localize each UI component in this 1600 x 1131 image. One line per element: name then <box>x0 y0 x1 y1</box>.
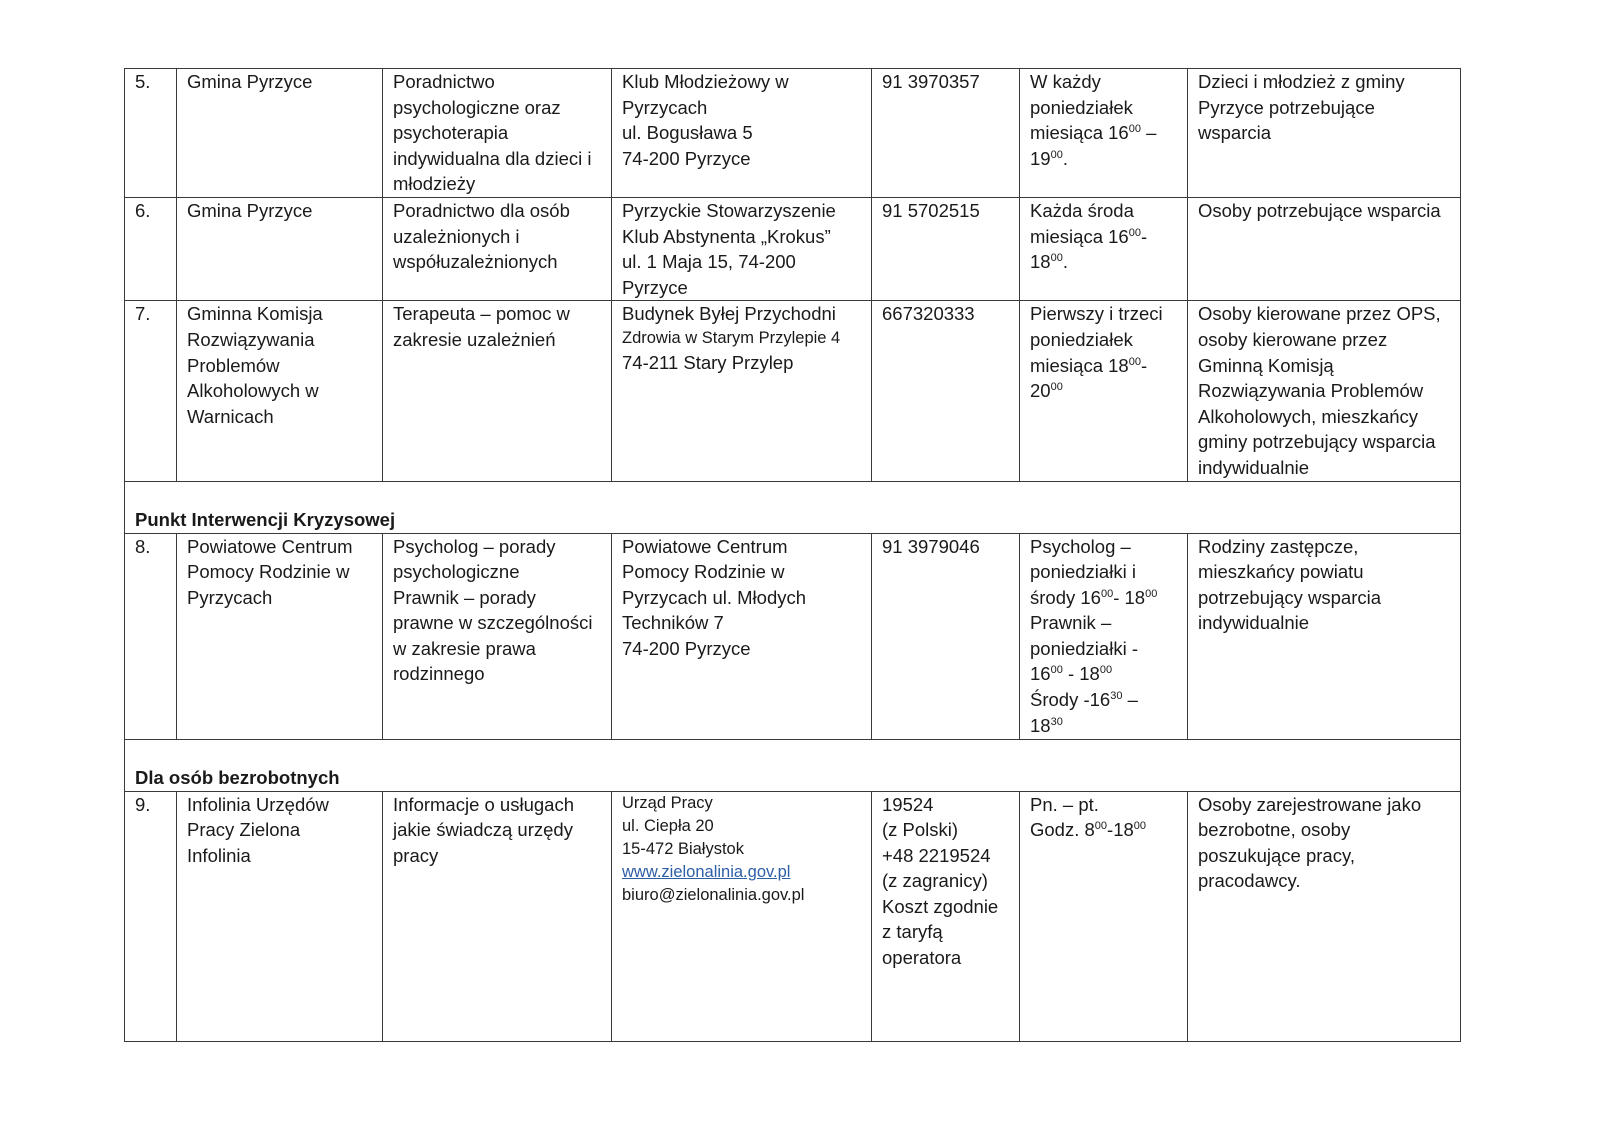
phone-cell: 667320333 <box>872 301 1020 481</box>
section-header-row <box>125 739 1461 791</box>
table-row <box>125 197 1461 300</box>
table-row <box>125 533 1461 739</box>
organization-cell: Gminna Komisja Rozwiązywania Problemów Alkoholowych w Warnicach <box>177 301 383 481</box>
organization-cell: Infolinia Urzędów Pracy Zielona Infolinia <box>177 791 383 1041</box>
website-link[interactable]: www.zielonalinia.gov.pl <box>622 862 791 881</box>
phone-cell: 91 3979046 <box>872 533 1020 739</box>
row-number: 9. <box>125 791 177 1041</box>
section-header-row <box>125 481 1461 533</box>
service-cell: Poradnictwo dla osób uzależnionych i współuzależnionych <box>383 197 612 300</box>
service-cell: Poradnictwo psychologiczne oraz psychoterapia indywidualna dla dzieci i młodzieży <box>383 69 612 198</box>
table-row <box>125 301 1461 481</box>
section-title-unemployed: Dla osób bezrobotnych <box>125 739 1461 791</box>
address-cell: Budynek Byłej Przychodni Zdrowia w Starym Przylepie 4 74-211 Stary Przylep <box>612 301 872 481</box>
organization-cell: Gmina Pyrzyce <box>177 197 383 300</box>
target-group-cell: Osoby kierowane przez OPS, osoby kierowane przez Gminną Komisją Rozwiązywania Problemów Alkoholowych, mieszkańcy gminy potrzebujący wsparcia indywidualnie <box>1188 301 1461 481</box>
organization-cell: Powiatowe Centrum Pomocy Rodzinie w Pyrzycach <box>177 533 383 739</box>
target-group-cell: Osoby zarejestrowane jako bezrobotne, osoby poszukujące pracy, pracodawcy. <box>1188 791 1461 1041</box>
section-title-crisis: Punkt Interwencji Kryzysowej <box>125 481 1461 533</box>
phone-cell: 19524 (z Polski) +48 2219524 (z zagranicy) Koszt zgodnie z taryfą operatora <box>872 791 1020 1041</box>
organization-cell: Gmina Pyrzyce <box>177 69 383 198</box>
address-cell: Pyrzyckie Stowarzyszenie Klub Abstynenta „Krokus” ul. 1 Maja 15, 74-200 Pyrzyce <box>612 197 872 300</box>
email-text: biuro@zielonalinia.gov.pl <box>622 885 805 904</box>
phone-cell: 91 5702515 <box>872 197 1020 300</box>
address-cell: Powiatowe Centrum Pomocy Rodzinie w Pyrzycach ul. Młodych Techników 7 74-200 Pyrzyce <box>612 533 872 739</box>
row-number: 5. <box>125 69 177 198</box>
service-cell: Psycholog – porady psychologiczne Prawnik – porady prawne w szczególności w zakresie prawa rodzinnego <box>383 533 612 739</box>
service-cell: Terapeuta – pomoc w zakresie uzależnień <box>383 301 612 481</box>
service-cell: Informacje o usługach jakie świadczą urzędy pracy <box>383 791 612 1041</box>
hours-cell: Pn. – pt. Godz. $8^{00}-18^{00}$ <box>1020 791 1188 1041</box>
row-number: 8. <box>125 533 177 739</box>
hours-cell: W każdy poniedziałek miesiąca $16^{00}$ – $19^{00}$. <box>1020 69 1188 198</box>
hours-cell: Pierwszy i trzeci poniedziałek miesiąca $18^{00}-$ $20^{00}$ <box>1020 301 1188 481</box>
table-row <box>125 69 1461 198</box>
hours-cell: Każda środa miesiąca $16^{00}-$ $18^{00}$. <box>1020 197 1188 300</box>
table-row <box>125 791 1461 1041</box>
support-services-table <box>124 68 1461 1042</box>
hours-cell: Psycholog – poniedziałki i środy $16^{00}-$ $18^{00}$ Prawnik – poniedziałki - $16^{00} - 18^{00}$ Środy $-16^{30}$ – $18^{30}$ <box>1020 533 1188 739</box>
address-cell: Urząd Pracy ul. Ciepła 20 15-472 Białystok www.zielonalinia.gov.pl biuro@zielonalinia.gov.pl <box>612 791 872 1041</box>
row-number: 7. <box>125 301 177 481</box>
address-cell: Klub Młodzieżowy w Pyrzycach ul. Bogusława 5 74-200 Pyrzyce <box>612 69 872 198</box>
target-group-cell: Osoby potrzebujące wsparcia <box>1188 197 1461 300</box>
target-group-cell: Rodziny zastępcze, mieszkańcy powiatu potrzebujący wsparcia indywidualnie <box>1188 533 1461 739</box>
phone-cell: 91 3970357 <box>872 69 1020 198</box>
target-group-cell: Dzieci i młodzież z gminy Pyrzyce potrzebujące wsparcia <box>1188 69 1461 198</box>
row-number: 6. <box>125 197 177 300</box>
